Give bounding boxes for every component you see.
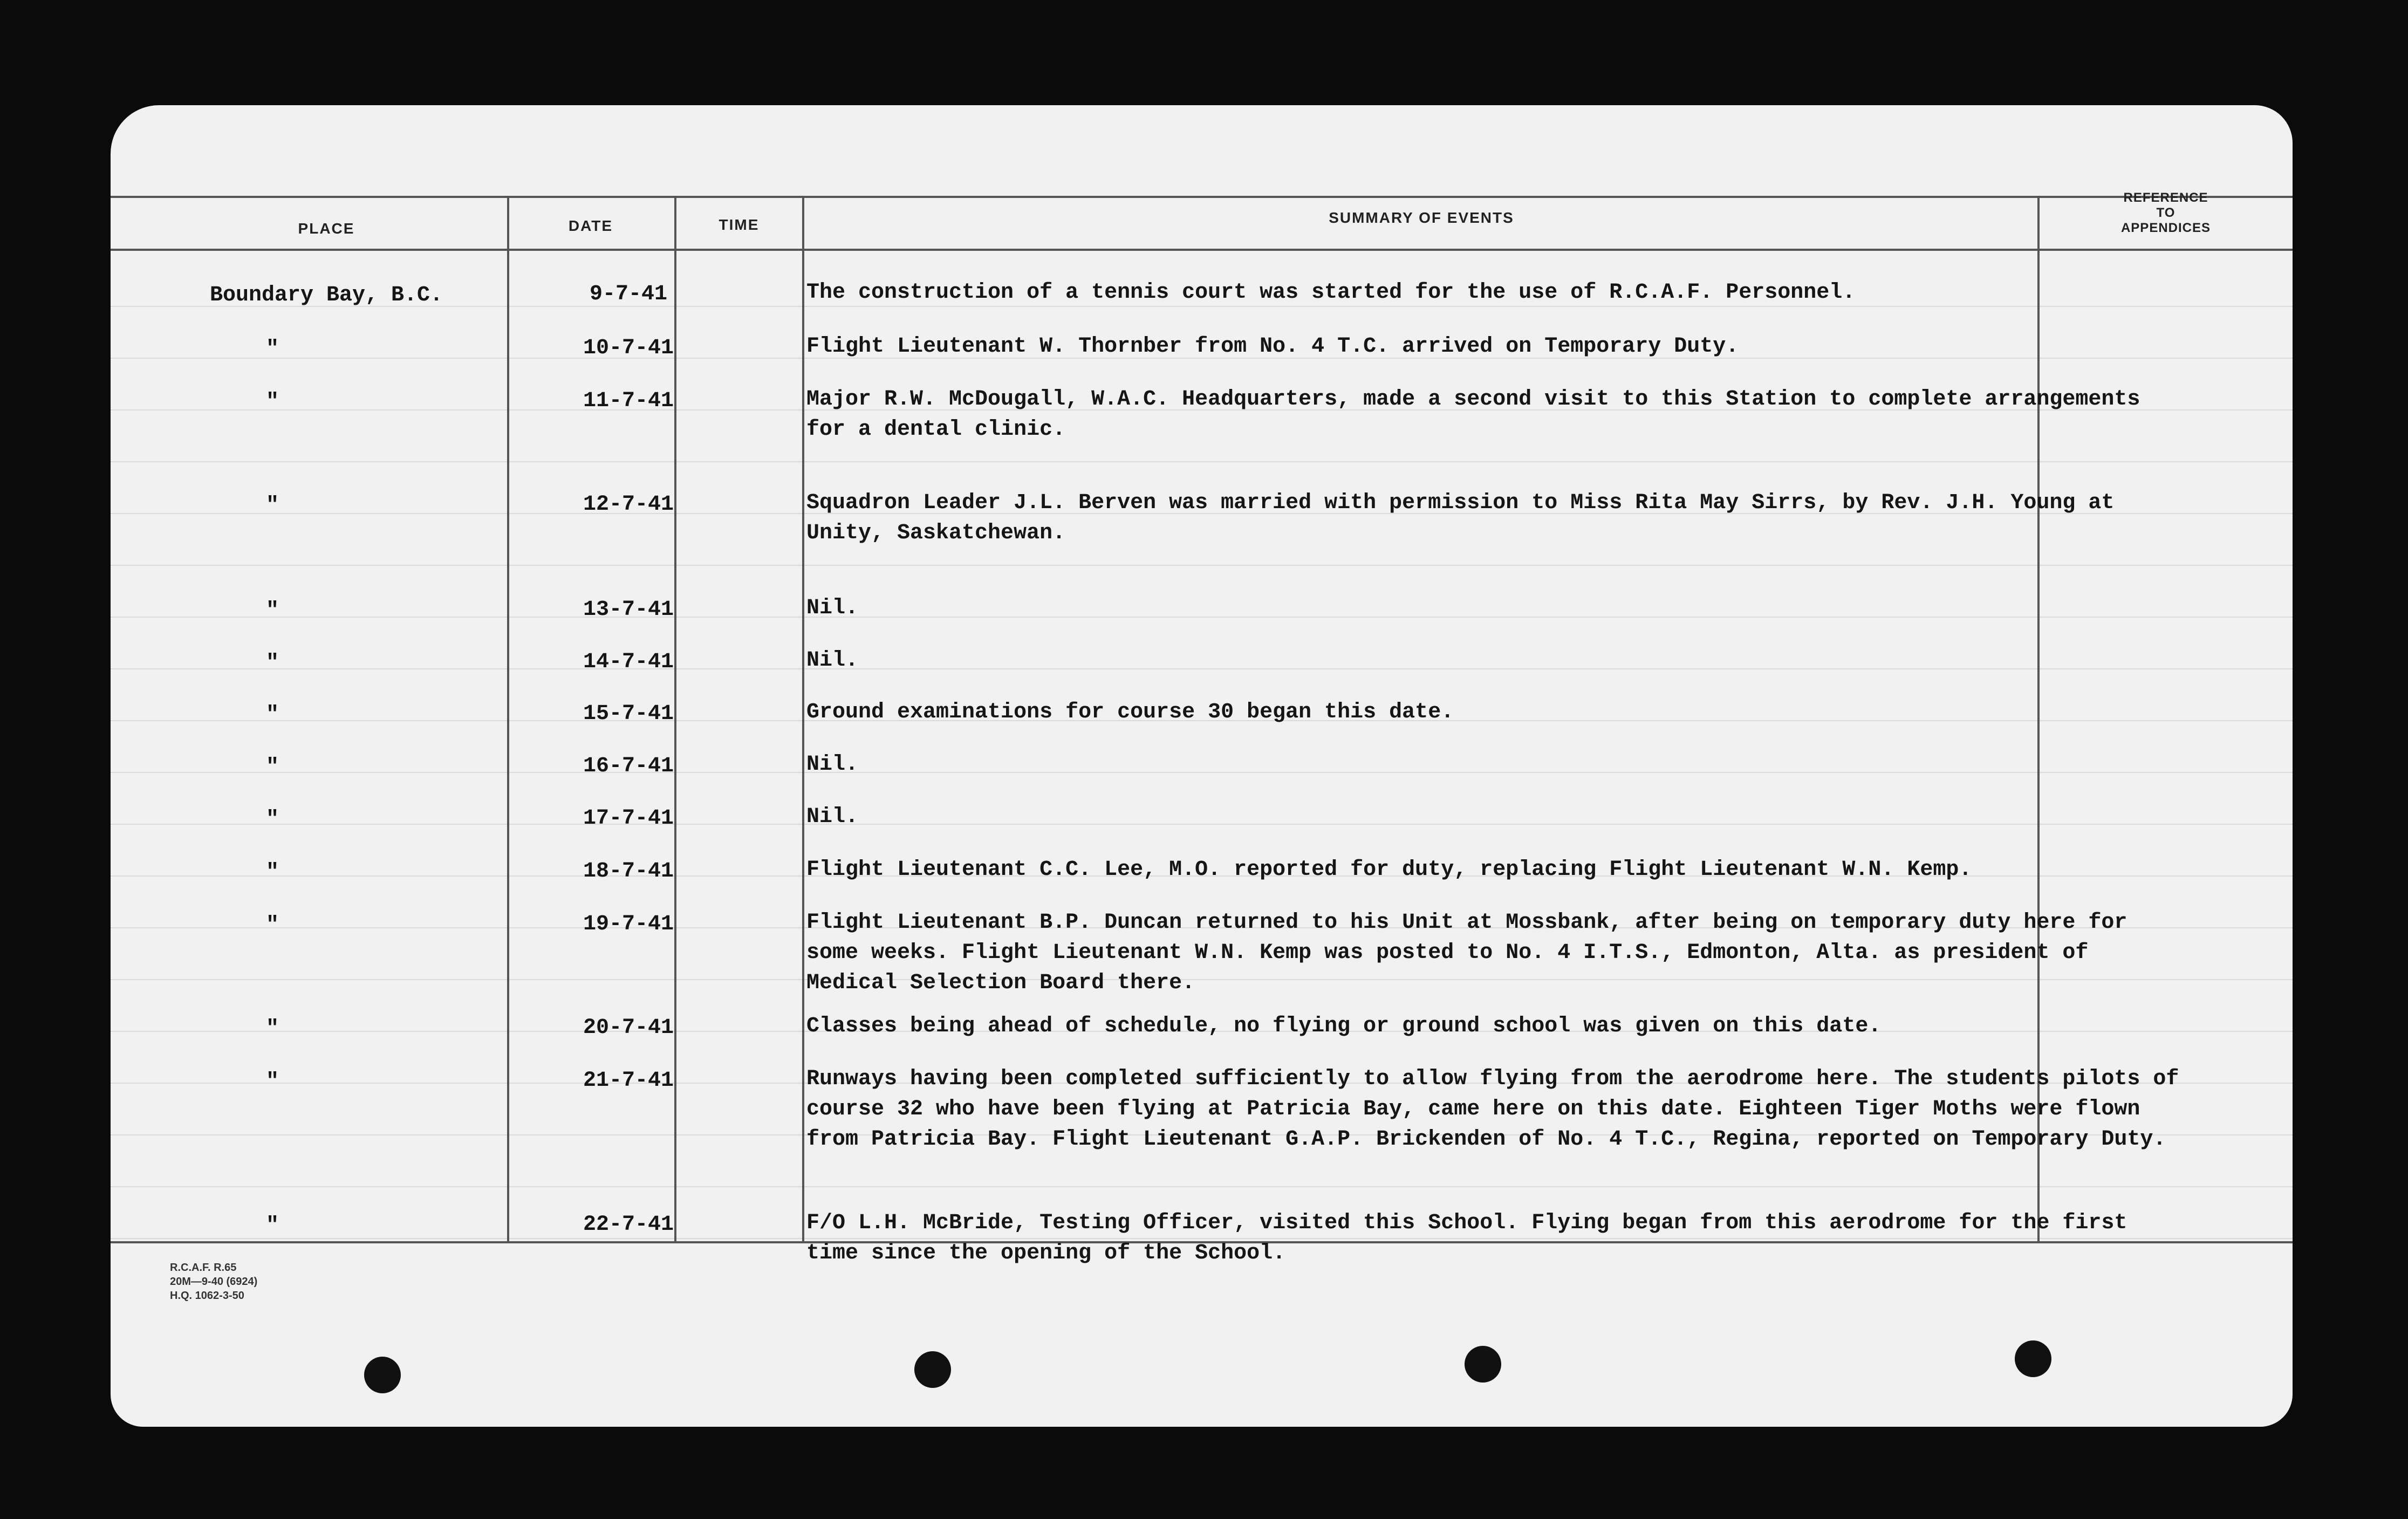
ruled-line	[111, 1186, 2293, 1187]
row-date: 22-7-41	[583, 1213, 674, 1237]
row-date: 15-7-41	[583, 702, 674, 726]
row-place: "	[265, 494, 279, 518]
row-summary: F/O L.H. McBride, Testing Officer, visited this School. Flying began from this aerodrome for the first time since the opening of the School.	[806, 1211, 2127, 1265]
row-summary: Flight Lieutenant B.P. Duncan returned to his Unit at Mossbank, after being on temporary duty here for some weeks. Flight Lieutenant W.N. Kemp was posted to No. 4 I.T.S., Edmonton, Alta. as president of Medical Selection Board there.	[806, 911, 2127, 995]
row-summary: Nil.	[806, 752, 859, 777]
ruled-line	[111, 461, 2293, 462]
form-number-line2: 20M—9-40 (6924)	[170, 1276, 258, 1288]
row-date: 18-7-41	[583, 859, 674, 884]
row-place: "	[265, 860, 279, 885]
row-summary: Squadron Leader J.L. Berven was married with permission to Miss Rita May Sirrs, by Rev. J.H. Young at Unity, Saskatchewan.	[806, 491, 2115, 545]
row-date: 14-7-41	[583, 650, 674, 674]
row-summary: Flight Lieutenant W. Thornber from No. 4 T.C. arrived on Temporary Duty.	[806, 334, 1739, 359]
form-number-line1: R.C.A.F. R.65	[170, 1262, 237, 1274]
row-date: 20-7-41	[583, 1016, 674, 1040]
binder-hole	[914, 1351, 951, 1388]
row-date: 17-7-41	[583, 806, 674, 831]
header-place: PLACE	[298, 220, 355, 237]
row-summary: Major R.W. McDougall, W.A.C. Headquarters, made a second visit to this Station to complete arrangements for a dental clinic.	[806, 387, 2140, 442]
row-date: 13-7-41	[583, 598, 674, 622]
ruled-line	[111, 565, 2293, 566]
row-summary: Ground examinations for course 30 began this date.	[806, 700, 1454, 724]
header-reference: REFERENCE TO APPENDICES	[2120, 190, 2211, 235]
form-card	[111, 105, 2293, 1427]
row-summary: Classes being ahead of schedule, no flying or ground school was given on this date.	[806, 1014, 1882, 1038]
row-date: 19-7-41	[583, 912, 674, 936]
row-place: "	[265, 390, 279, 414]
header-bottom-rule	[111, 249, 2293, 251]
row-date: 9-7-41	[589, 282, 668, 306]
row-place: "	[265, 913, 279, 938]
header-date: DATE	[568, 217, 613, 234]
row-place: "	[265, 808, 279, 832]
row-date: 16-7-41	[583, 754, 674, 778]
header-top-rule	[111, 196, 2293, 198]
row-date: 11-7-41	[583, 389, 674, 413]
row-summary: Nil.	[806, 648, 859, 673]
row-place: "	[265, 651, 279, 675]
row-place: "	[265, 1017, 279, 1041]
row-date: 10-7-41	[583, 336, 674, 360]
row-summary: The construction of a tennis court was started for the use of R.C.A.F. Personnel.	[806, 280, 1856, 305]
row-place: "	[265, 599, 279, 623]
row-place: "	[265, 1070, 279, 1094]
place-column-divider	[507, 196, 509, 1243]
binder-hole	[1465, 1346, 1501, 1383]
time-column-divider	[802, 196, 804, 1243]
binder-hole	[364, 1357, 401, 1393]
form-number	[170, 1261, 257, 1303]
row-place: "	[265, 703, 279, 727]
row-summary: Nil.	[806, 805, 859, 829]
row-summary: Flight Lieutenant C.C. Lee, M.O. reported for duty, replacing Flight Lieutenant W.N. Kemp.	[806, 858, 1972, 882]
header-time: TIME	[719, 216, 760, 233]
row-summary: Runways having been completed sufficiently to allow flying from the aerodrome here. The students pilots of course 32 who have been flying at Patricia Bay, came here on this date. Eighteen Tiger Moths were flown from Patricia Bay. Flight Lieutenant G.A.P. Brickenden of No. 4 T.C., Regina, reported on Temporary Duty.	[806, 1067, 2179, 1152]
row-place: Boundary Bay, B.C.	[209, 283, 443, 307]
row-date: 21-7-41	[583, 1069, 674, 1093]
row-place: "	[265, 337, 279, 361]
row-date: 12-7-41	[583, 492, 674, 517]
binder-hole	[2015, 1340, 2051, 1377]
row-place: "	[265, 1214, 279, 1238]
header-summary: SUMMARY OF EVENTS	[1329, 209, 1514, 226]
row-place: "	[265, 755, 279, 779]
form-number-line3: H.Q. 1062-3-50	[170, 1290, 244, 1302]
row-summary: Nil.	[806, 596, 859, 620]
